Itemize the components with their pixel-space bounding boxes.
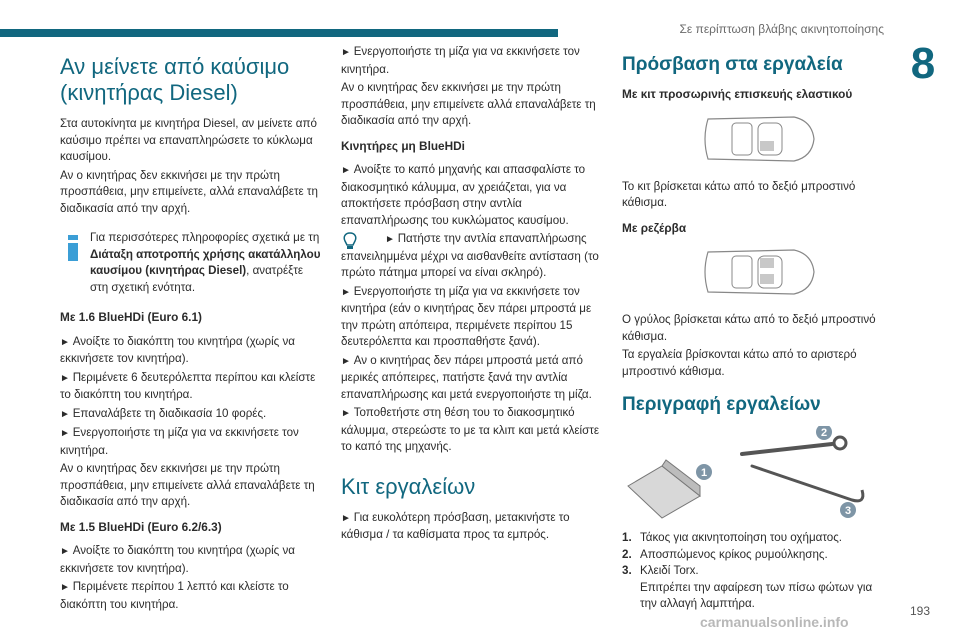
step-item: ► Αν ο κινητήρας δεν πάρει μπροστά μετά από μερικές απόπειρες, πατήστε ξανά την αντλία επαναπλήρωσης και μετά ενεργοποιήστε τη μίζα. <box>341 353 605 404</box>
middle-column <box>341 44 605 546</box>
access-title: Πρόσβαση στα εργαλεία <box>622 54 843 75</box>
svg-text:2: 2 <box>820 427 828 439</box>
kit-location-text: Το κιτ βρίσκεται κάτω από το δεξιό μπροστινό κάθισμα. <box>622 179 856 209</box>
info-icon <box>66 235 80 265</box>
step-item: ► Για ευκολότερη πρόσβαση, μετακινήστε το κάθισμα / τα καθίσματα προς τα εμπρός. <box>341 510 605 544</box>
svg-text:1: 1 <box>700 467 708 479</box>
step-item: ► Ενεργοποιήστε τη μίζα για να εκκινήσετε τον κινητήρα. <box>60 425 322 459</box>
chapter-number: 8 <box>910 39 936 88</box>
header-accent-bar <box>0 29 558 37</box>
section-heading: Με 1.6 BlueHDi (Euro 6.1) <box>60 310 202 324</box>
list-item: 1. Τάκος για ακινητοποίηση του οχήματος. <box>622 531 843 544</box>
list-item-detail: Επιτρέπει την αφαίρεση των πίσω φώτων για την αλλαγή λαμπτήρα. <box>640 580 873 610</box>
section-heading: Κινητήρες μη BlueHDi <box>341 138 465 153</box>
step-item: ► Ανοίξτε το διακόπτη του κινητήρα (χωρίς να εκκινήσετε τον κινητήρα). <box>60 334 322 368</box>
callout-3-icon <box>840 502 856 518</box>
section-title: Σε περίπτωση βλάβης ακινητοποίησης <box>679 22 884 36</box>
intro-paragraph: Στα αυτοκίνητα με κινητήρα Diesel, αν μείνετε από καύσιμο πρέπει να επαναπληρώσετε το κύκλωμα καυσίμου. <box>60 117 317 163</box>
pump-icon <box>341 231 359 253</box>
step-item: ► Ανοίξτε το διακόπτη του κινητήρα (χωρίς να εκκινήσετε τον κινητήρα). <box>60 543 322 577</box>
svg-text:3: 3 <box>844 505 852 517</box>
info-link-text: Διάταξη αποτροπής χρήσης ακατάλληλου καυσίμου (κινητήρας Diesel) <box>90 247 321 277</box>
car-top-view-image <box>698 244 818 300</box>
step-item: ► Ενεργοποιήστε τη μίζα για να εκκινήσετε τον κινητήρα (εάν ο κινητήρας δεν πάρει μπροστά με την πρώτη απόπειρα, περιμένετε περίπου 15 δευτερόλεπτα και προσπαθήστε ξανά). <box>341 284 605 351</box>
step-item: ► Περιμένετε περίπου 1 λεπτό και κλείστε το διακόπτη του κινητήρα. <box>60 579 322 613</box>
intro-paragraph-2: Αν ο κινητήρας δεν εκκινήσει με την πρώτη προσπάθεια, μην επιμείνετε, αλλά επαναλάβετε τη διαδικασία από την αρχή. <box>60 168 318 215</box>
step-item: ► Πατήστε την αντλία επαναπλήρωσης επανειλημμένα μέχρι να αισθανθείτε αντίσταση (το πρώτο πάτημα μπορεί να είναι σκληρό). <box>341 231 605 282</box>
callout-1-icon <box>696 464 712 480</box>
page-number: 193 <box>909 604 930 618</box>
right-column <box>622 54 892 615</box>
note-paragraph: Αν ο κινητήρας δεν εκκινήσει με την πρώτη προσπάθεια, μην επιμείνετε αλλά επαναλάβετε τη διαδικασία από την αρχή. <box>60 462 315 508</box>
jack-location-text: Ο γρύλος βρίσκεται κάτω από το δεξιό μπροστινό κάθισμα. <box>622 313 876 343</box>
watermark: carmanualsonline.info <box>700 614 849 630</box>
car-top-view-image <box>698 111 818 167</box>
step-item: ► Ενεργοποιήστε τη μίζα για να εκκινήσετε τον κινητήρα. <box>341 44 605 78</box>
callout-2-icon <box>816 426 832 440</box>
step-item: ► Περιμένετε 6 δευτερόλεπτα περίπου και κλείστε το διακόπτη του κινητήρα. <box>60 370 322 404</box>
tools-image <box>622 426 882 520</box>
step-item: ► Επαναλάβετε τη διαδικασία 10 φορές. <box>60 406 322 424</box>
tools-illustration <box>622 426 892 520</box>
step-item: ► Ανοίξτε το καπό μηχανής και απασφαλίστε το διακοσμητικό κάλυμμα, αν χρειάζεται, για να αποκτήσετε πρόσβαση στην αντλία επαναπλήρωσης του κυκλώματος καυσίμου. <box>341 162 605 229</box>
page-title: Αν μείνετε από καύσιμο (κινητήρας Diesel) <box>60 54 290 105</box>
step-item: ► Τοποθετήστε στη θέση του το διακοσμητικό κάλυμμα, στερεώστε το με τα κλιπ και μετά κλείστε το καπό της μηχανής. <box>341 405 605 456</box>
tools-description-title: Περιγραφή εργαλείων <box>622 394 821 415</box>
subsection-heading: Με κιτ προσωρινής επισκευής ελαστικού <box>622 87 853 101</box>
note-paragraph: Αν ο κινητήρας δεν εκκινήσει με την πρώτη προσπάθεια, μην επιμείνετε αλλά επαναλάβετε τη διαδικασία από την αρχή. <box>341 81 596 127</box>
list-item: 3. Κλειδί Torx. <box>622 564 699 577</box>
list-item: 2. Αποσπώμενος κρίκος ρυμούλκησης. <box>622 547 828 561</box>
section-heading: Με 1.5 BlueHDi (Euro 6.2/6.3) <box>60 519 222 534</box>
left-column <box>60 54 322 615</box>
tools-location-text: Τα εργαλεία βρίσκονται κάτω από το αριστερό μπροστινό κάθισμα. <box>622 348 857 378</box>
info-note: Για περισσότερες πληροφορίες σχετικά με τη Διάταξη αποτροπής χρήσης ακατάλληλου καυσίμου (κινητήρας Diesel), ανατρέξτε στη σχετική ενότητα. <box>60 227 322 299</box>
kit-title: Κιτ εργαλείων <box>341 473 476 499</box>
subsection-heading: Με ρεζέρβα <box>622 220 687 235</box>
step-with-icon <box>341 231 605 282</box>
